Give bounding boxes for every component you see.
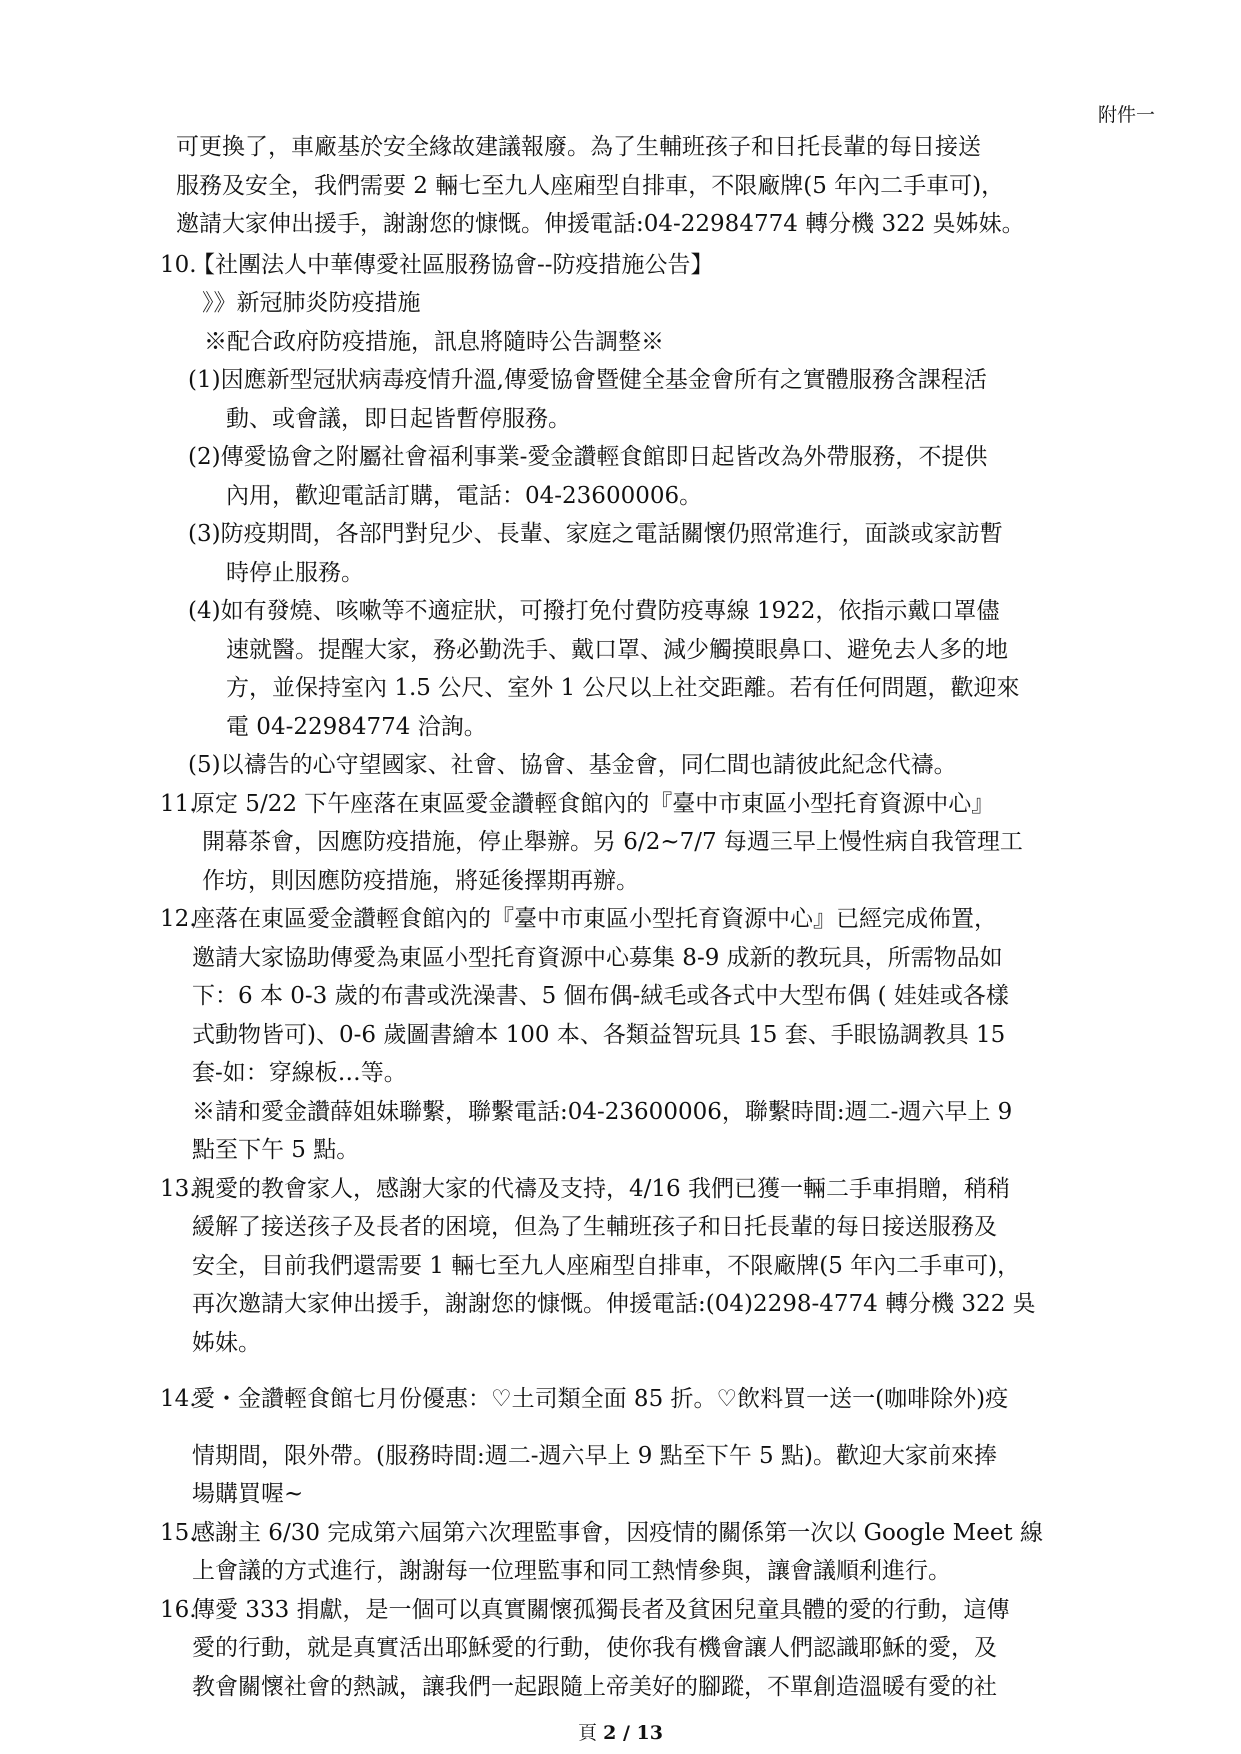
text-line: 安全，目前我們還需要 1 輛七至九人座廂型自排車，不限廠牌(5 年內二手車可)， [192, 1252, 1021, 1279]
text-line: 式動物皆可)、0-6 歲圖書繪本 100 本、各類益智玩具 15 套、手眼協調教具 15 [192, 1021, 1006, 1048]
text-line: (3)防疫期間，各部門對兒少、長輩、家庭之電話關懷仍照常進行，面談或家訪暫 [188, 521, 1003, 547]
text-line: (1)因應新型冠狀病毒疫情升溫,傳愛協會暨健全基金會所有之實體服務含課程活 [188, 367, 987, 393]
attachment-label: 附件一 [1097, 104, 1155, 126]
list-item [160, 785, 1150, 901]
text-line: 下：6 本 0-3 歲的布書或洗澡書、5 個布偶-絨毛或各式中大型布偶 ( 娃娃或各樣 [192, 983, 1009, 1009]
text-line: 內用，歡迎電話訂購，電話：04-23600006。 [226, 482, 703, 509]
text-line: 再次邀請大家伸出援手，謝謝您的慷慨。伸援電話:(04)2298-4774 轉分機 322 吳 [192, 1291, 1036, 1317]
text-line: 電 04-22984774 洽詢。 [226, 713, 487, 740]
item-number: 12. [160, 906, 197, 932]
text-line: 座落在東區愛金讚輕食館內的『臺中市東區小型托育資源中心』已經完成佈置， [192, 906, 997, 932]
text-line: 邀請大家協助傳愛為東區小型托育資源中心募集 8-9 成新的教玩具，所需物品如 [192, 944, 1003, 971]
item-number: 10. [160, 251, 197, 278]
list-item [160, 128, 1150, 244]
text-line: 感謝主 6/30 完成第六屆第六次理監事會，因疫情的關係第一次以 Google Meet 線 [192, 1519, 1043, 1546]
text-line: 教會關懷社會的熱誠，讓我們一起跟隨上帝美好的腳蹤，不單創造溫暖有愛的社 [192, 1673, 997, 1700]
item-number: 16. [160, 1596, 197, 1623]
item-number: 15. [160, 1519, 197, 1546]
text-line: 點至下午 5 點。 [192, 1137, 360, 1163]
text-line: ※配合政府防疫措施，訊息將隨時公告調整※ [204, 328, 664, 355]
text-line: (2)傳愛協會之附屬社會福利事業-愛金讚輕食館即日起皆改為外帶服務，不提供 [188, 444, 988, 470]
list-item [160, 1170, 1150, 1363]
document-body [160, 128, 1150, 1706]
text-line: 上會議的方式進行，謝謝每一位理監事和同工熱情參與，讓會議順利進行。 [192, 1558, 951, 1584]
text-line: 速就醫。提醒大家，務必勤洗手、戴口罩、減少觸摸眼鼻口、避免去人多的地 [226, 636, 1008, 663]
text-line: 作坊，則因應防疫措施，將延後擇期再辦。 [202, 867, 639, 894]
list-item [160, 1591, 1150, 1707]
text-line: 可更換了，車廠基於安全緣故建議報廢。為了生輔班孩子和日托長輩的每日接送 [176, 134, 981, 160]
text-line: 原定 5/22 下午座落在東區愛金讚輕食館內的『臺中市東區小型托育資源中心』 [192, 790, 995, 817]
text-line: (5)以禱告的心守望國家、社會、協會、基金會，同仁間也請彼此紀念代禱。 [188, 752, 957, 778]
list-item [160, 1380, 1150, 1514]
list-item [160, 1514, 1150, 1591]
text-line: 》》新冠肺炎防疫措施 [202, 290, 421, 316]
item-number: 13. [160, 1175, 197, 1202]
text-line: 開幕茶會，因應防疫措施，停止舉辦。另 6/2~7/7 每週三早上慢性病自我管理工 [202, 829, 1023, 855]
text-line: 服務及安全，我們需要 2 輛七至九人座廂型自排車，不限廠牌(5 年內二手車可)， [176, 172, 1005, 199]
text-line: 親愛的教會家人，感謝大家的代禱及支持，4/16 我們已獲一輛二手車捐贈，稍稍 [192, 1175, 1010, 1202]
text-line: ※請和愛金讚薛姐妹聯繫，聯繫電話:04-23600006，聯繫時間:週二-週六早上 9 [192, 1098, 1013, 1125]
page-number: 2 / 13 [603, 1722, 663, 1744]
text-line: 傳愛 333 捐獻，是一個可以真實關懷孤獨長者及貧困兒童具體的愛的行動，這傳 [192, 1596, 1010, 1623]
text-line: 姊妹。 [192, 1329, 261, 1356]
list-item [160, 900, 1150, 1170]
text-line: 動、或會議，即日起皆暫停服務。 [226, 405, 571, 432]
page-footer [0, 1718, 1241, 1745]
text-line: 【社團法人中華傳愛社區服務協會--防疫措施公告】 [192, 251, 714, 278]
text-line: (4)如有發燒、咳嗽等不適症狀，可撥打免付費防疫專線 1922，依指示戴口罩儘 [188, 598, 1000, 624]
text-line: 套-如：穿線板…等。 [192, 1060, 407, 1086]
text-line: 緩解了接送孩子及長者的困境，但為了生輔班孩子和日托長輩的每日接送服務及 [192, 1214, 997, 1240]
item-number: 14. [160, 1386, 197, 1412]
text-line: 愛・金讚輕食館七月份優惠：♡土司類全面 85 折。♡飲料買一送一(咖啡除外)疫 [192, 1386, 1009, 1412]
item-number: 11. [160, 790, 197, 817]
list-item [160, 246, 1150, 785]
text-line: 情期間，限外帶。(服務時間:週二-週六早上 9 點至下午 5 點)。歡迎大家前來捧 [192, 1442, 997, 1469]
text-line: 邀請大家伸出援手，謝謝您的慷慨。伸援電話:04-22984774 轉分機 322 吳姊妹。 [176, 211, 1025, 237]
text-line: 愛的行動，就是真實活出耶穌愛的行動，使你我有機會讓人們認識耶穌的愛，及 [192, 1635, 997, 1661]
text-line: 時停止服務。 [226, 559, 364, 586]
text-line: 方，並保持室內 1.5 公尺、室外 1 公尺以上社交距離。若有任何問題，歡迎來 [226, 675, 1020, 701]
text-line: 場購買喔~ [192, 1481, 304, 1507]
page-label: 頁 [578, 1722, 598, 1744]
